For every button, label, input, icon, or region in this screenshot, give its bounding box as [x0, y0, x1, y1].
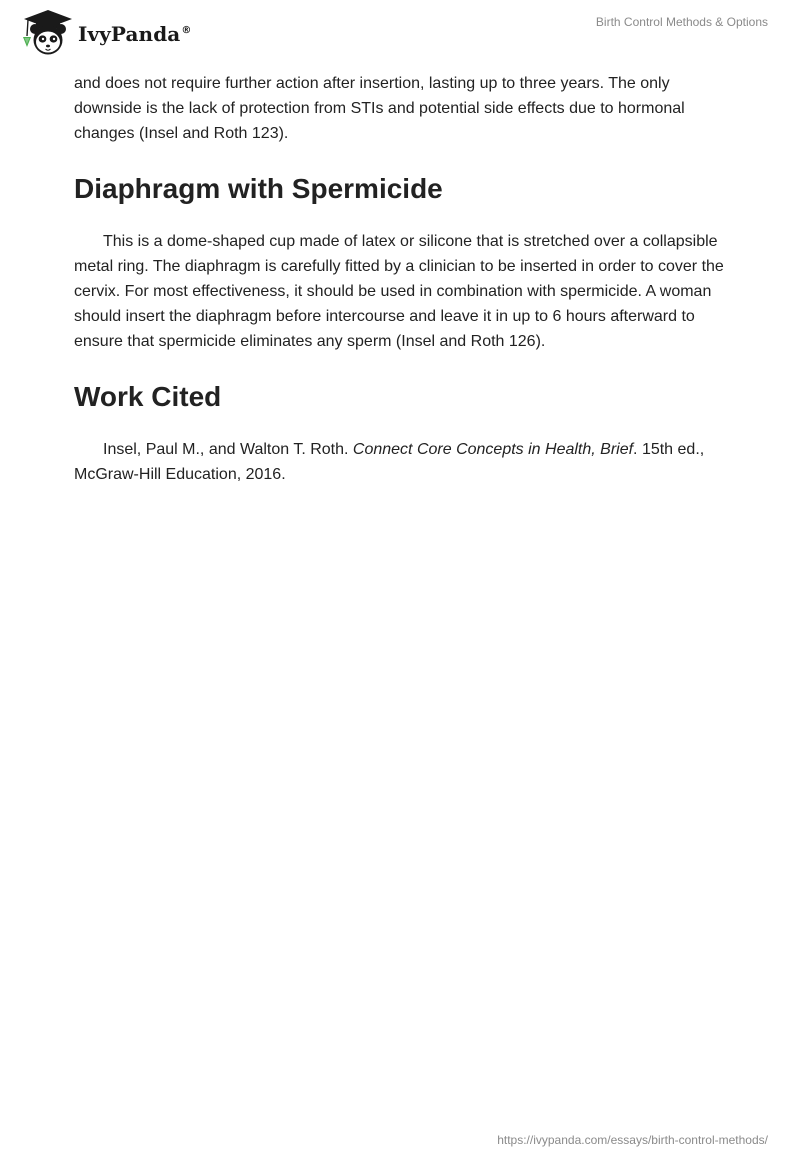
diaphragm-paragraph: This is a dome-shaped cup made of latex or silicone that is stretched over a collapsible metal ring. The diaphragm is carefully fitted by a clinician to be inserted in order to cover the cervix. For most effectiveness, it should be used in combination with spermicide. A woman should insert the diaphragm before intercourse and leave it in up to 6 hours afterward to ensure that spermicide eliminates any sperm (Insel and Roth 126).	[74, 233, 724, 350]
registered-mark: ®	[181, 25, 192, 37]
footer-url[interactable]: https://ivypanda.com/essays/birth-control-methods/	[497, 1133, 768, 1147]
brand-logo[interactable]	[14, 7, 191, 57]
citation-entry	[74, 437, 726, 487]
brand-name: IvyPanda®	[78, 22, 192, 46]
citation-title: Connect Core Concepts in Health, Brief	[352, 441, 634, 458]
citation-authors: Insel, Paul M., and Walton T. Roth.	[103, 441, 353, 458]
page-header	[0, 0, 800, 68]
section-heading-diaphragm: Diaphragm with Spermicide	[74, 173, 443, 204]
citation-details: . 15th ed., McGraw-Hill Education, 2016.	[74, 441, 705, 483]
graduation-panda-icon	[14, 7, 74, 57]
document-body	[74, 71, 726, 487]
section-heading-work-cited: Work Cited	[74, 381, 222, 412]
intro-paragraph: and does not require further action after insertion, lasting up to three years. The only downside is the lack of protection from STIs and potential side effects due to hormonal changes (Insel and Roth 123).	[74, 75, 685, 142]
running-title: Birth Control Methods & Options	[595, 15, 768, 29]
